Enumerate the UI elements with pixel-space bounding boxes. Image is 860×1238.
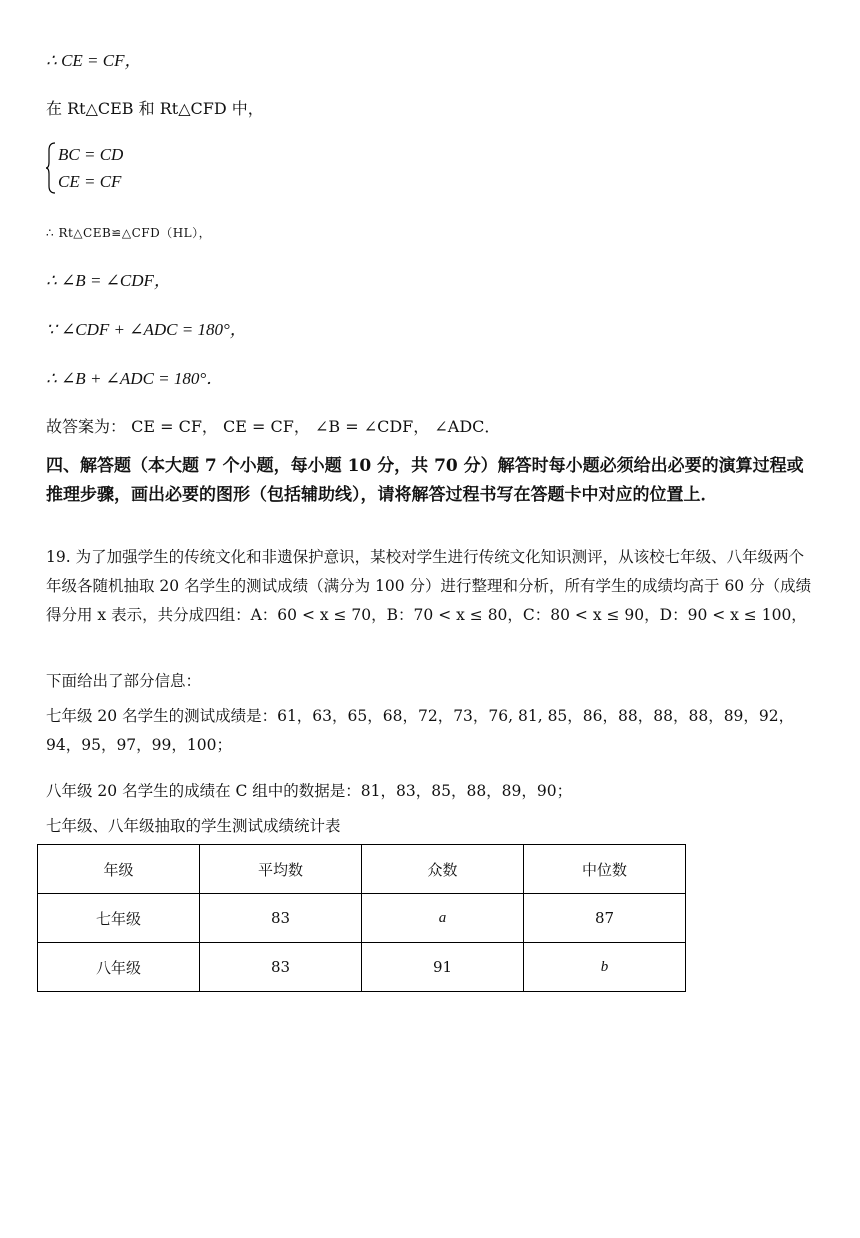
line-angle-b: ∴ ∠B = ∠CDF，: [46, 271, 171, 290]
question-paragraph: 19. 为了加强学生的传统文化和非遗保护意识，某校对学生进行传统文化知识测评，从该校七年级、八年级两个年级各随机抽取 20 名学生的测试成绩（满分为 100 分）进行整理和分析，所有学生的成绩均高于 60 分（成绩得分用 x 表示，共分成四组：A：60 < x ≤ 70，B：70 < x ≤ 80，C：80 < x ≤ 90，D：90 < x ≤ 100，: [46, 548, 812, 624]
table-cell: 91: [362, 943, 524, 992]
table-cell: a: [362, 894, 524, 943]
table-cell: 87: [524, 894, 686, 943]
line-triangles-intro: 在 Rt△CEB 和 Rt△CFD 中，: [46, 99, 264, 118]
answer-line: 故答案为： CE = CF， CE = CF， ∠B = ∠CDF， ∠ADC．: [46, 417, 501, 436]
table-cell: b: [524, 943, 686, 992]
table-cell: 七年级: [38, 894, 200, 943]
brace-icon: [46, 142, 56, 194]
table-caption: 七年级、八年级抽取的学生测试成绩统计表: [46, 817, 341, 835]
header-cell: 中位数: [524, 845, 686, 894]
table-cell: 83: [200, 894, 362, 943]
info-intro: 下面给出了部分信息：: [46, 672, 202, 690]
line-angle-sum-1: ∵ ∠CDF + ∠ADC = 180°，: [46, 320, 247, 339]
table-cell: 83: [200, 943, 362, 992]
line-ce-cf: ∴ CE = CF，: [46, 51, 142, 70]
stats-table: [37, 844, 686, 992]
line-angle-sum-2: ∴ ∠B + ∠ADC = 180°．: [46, 369, 224, 388]
table-row: [38, 943, 686, 992]
system-eq-1: BC = CD: [58, 145, 124, 164]
table-row: [38, 894, 686, 943]
line-congruence: ∴ Rt△CEB≌△CFD（HL），: [46, 226, 212, 240]
header-cell: 众数: [362, 845, 524, 894]
grade8-c-group: 八年级 20 名学生的成绩在 C 组中的数据是：81，83，85，88，89，90；: [46, 782, 573, 800]
header-cell: 平均数: [200, 845, 362, 894]
section-heading: 四、解答题（本大题 7 个小题，每小题 10 分，共 70 分）解答时每小题必须给出必要的演算过程或推理步骤，画出必要的图形（包括辅助线），请将解答过程书写在答题卡中对应的位置上．: [46, 456, 804, 505]
grade7-scores: 七年级 20 名学生的测试成绩是：61，63，65，68，72，73，76, 81, 85，86，88，88，88，89，92，94，95，97，99，100；: [46, 707, 795, 754]
table-header-row: [38, 845, 686, 894]
header-cell: 年级: [38, 845, 200, 894]
system-eq-2: CE = CF: [58, 172, 122, 191]
table-cell: 八年级: [38, 943, 200, 992]
